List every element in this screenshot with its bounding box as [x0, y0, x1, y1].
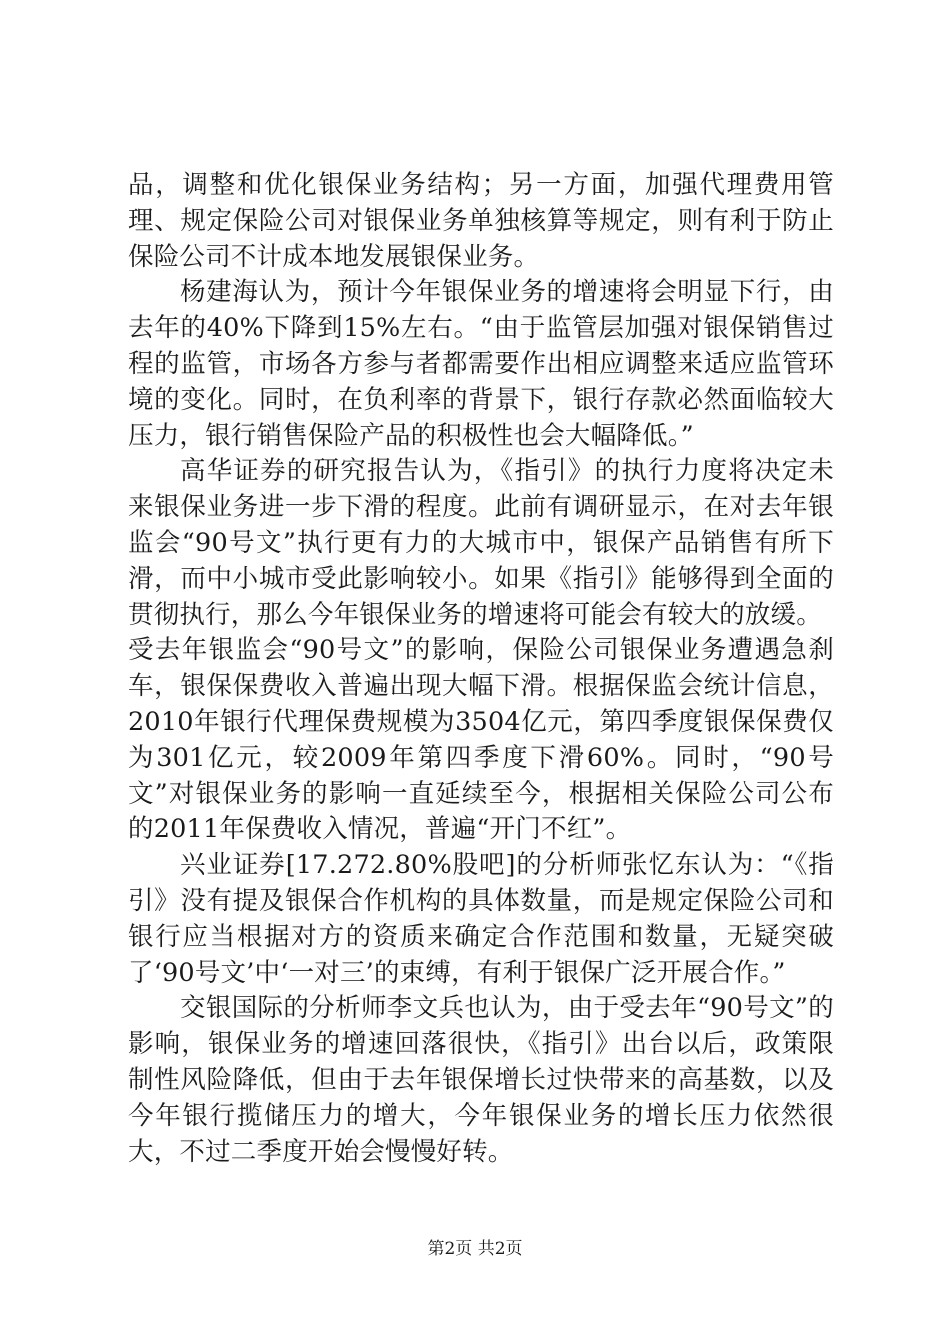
article-body [128, 168, 834, 1170]
paragraph-3: 高华证券的研究报告认为，《指引》的执行力度将决定未来银保业务进一步下滑的程度。此前有调研显示，在对去年银监会“90号文”执行更有力的大城市中，银保产品销售有所下滑，而中小城市受此影响较小。如果《指引》能够得到全面的贯彻执行，那么今年银保业务的增速将可能会有较大的放缓。 [128, 456, 834, 630]
paragraph-1: 品，调整和优化银保业务结构；另一方面，加强代理费用管理、规定保险公司对银保业务单独核算等规定，则有利于防止保险公司不计成本地发展银保业务。 [128, 170, 834, 272]
paragraph-5: 兴业证券[17.272.80%股吧]的分析师张忆东认为：“《指引》没有提及银保合作机构的具体数量，而是规定保险公司和银行应当根据对方的资质来确定合作范围和数量，无疑突破了‘90号文’中‘一对三’的束缚，有利于银保广泛开展合作。” [128, 850, 834, 988]
paragraph-4: 受去年银监会“90号文”的影响，保险公司银保业务遭遇急刹车，银保保费收入普遍出现大幅下滑。根据保监会统计信息，2010年银行代理保费规模为3504亿元，第四季度银保保费仅为301亿元，较2009年第四季度下滑60%。同时，“90号文”对银保业务的影响一直延续至今，根据相关保险公司公布的2011年保费收入情况，普遍“开门不红”。 [128, 635, 834, 845]
page-number-label: 第2页 共2页 [427, 1239, 523, 1259]
paragraph-6: 交银国际的分析师李文兵也认为，由于受去年“90号文”的影响，银保业务的增速回落很快，《指引》出台以后，政策限制性风险降低，但由于去年银保增长过快带来的高基数，以及今年银行揽储压力的增大，今年银保业务的增长压力依然很大，不过二季度开始会慢慢好转。 [128, 993, 834, 1167]
paragraph-2: 杨建海认为，预计今年银保业务的增速将会明显下行，由去年的40%下降到15%左右。“由于监管层加强对银保销售过程的监管，市场各方参与者都需要作出相应调整来适应监管环境的变化。同时，在负利率的背景下，银行存款必然面临较大压力，银行销售保险产品的积极性也会大幅降低。” [128, 277, 834, 451]
page-footer [0, 1238, 950, 1260]
